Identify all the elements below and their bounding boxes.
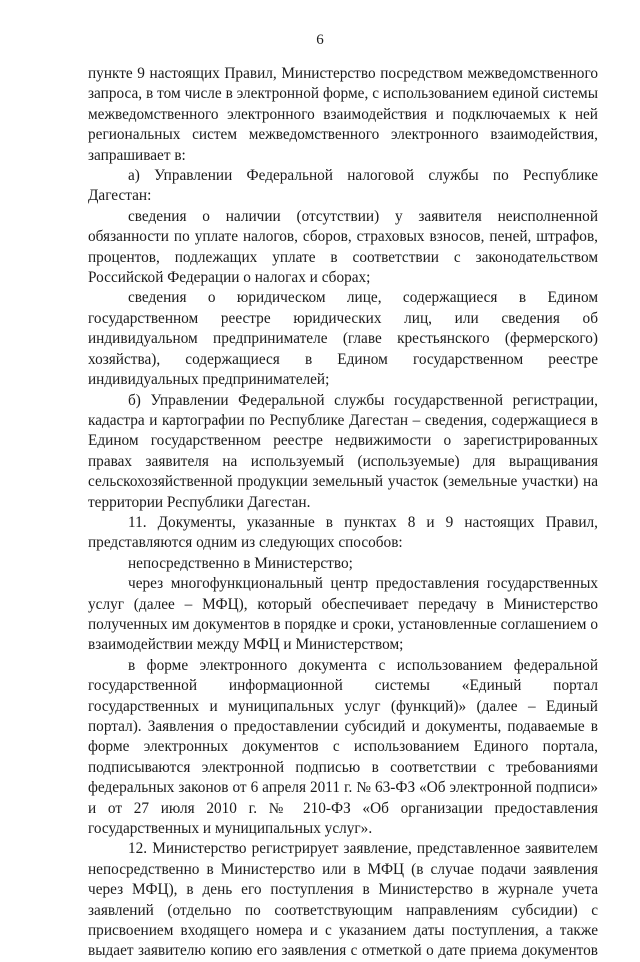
paragraph-mfc-submission: через многофункциональный центр предоставления государственных услуг (далее – МФЦ), который обеспечивает передачу в Министерство полученных им документов в порядке и сроки, установленные соглашением о взаимодействии между МФЦ и Министерством; — [88, 575, 598, 654]
paragraph-rosreestr: б) Управлении Федеральной службы государственной регистрации, кадастра и картографии по Республике Дагестан – сведения, содержащиеся в Едином государственном реестре недвижимости о зарегистрированных правах заявителя на используемый (используемые) для выращивания сельскохозяйственной продукции земельный участок (земельные участки) на территории Республики Дагестан. — [88, 391, 598, 511]
paragraph-item-11: 11. Документы, указанные в пунктах 8 и 9 настоящих Правил, представляются одним из следующих способов: — [88, 513, 598, 552]
paragraph-item-12: 12. Министерство регистрирует заявление, представленное заявителем непосредственно в Министерство или в МФЦ (в случае подачи заявления через МФЦ), в день его поступления в Министерство в журнале учета заявлений (отдельно по соответствующим направлениям субсидии) с присвоением входящего номера и с указанием даты поступления, а также выдает заявителю копию его заявления с отметкой о дате приема документов — [88, 840, 598, 960]
paragraph-tax-service: а) Управлении Федеральной налоговой службы по Республике Дагестан: — [88, 167, 598, 205]
paragraph-request-intro: пункте 9 настоящих Правил, Министерство посредством межведомственного запроса, в том числе в электронной форме, с использованием единой системы межведомственного электронного взаимодействия и подключаемых к ней региональных систем межведомственного электронного взаимодействия, запрашивает в: — [88, 65, 598, 164]
page-number: 6 — [316, 32, 324, 48]
paragraph-electronic-submission: в форме электронного документа с использованием федеральной государственной информационной системы «Единый портал государственных и муниципальных услуг (функций)» (далее – Единый портал). Заявления о предоставлении субсидий и документы, подаваемые в форме электронных документов с использованием Единого портала, подписываются электронной подписью в соответствии с требованиями федеральных законов от 6 апреля 2011 г. № 63-ФЗ «Об электронной подписи» и от 27 июля 2010 г. № 210-ФЗ «Об организации предоставления государственных и муниципальных услуг». — [88, 656, 598, 838]
paragraph-direct-submission: непосредственно в Министерство; — [128, 554, 353, 572]
paragraph-tax-obligations: сведения о наличии (отсутствии) у заявителя неисполненной обязанности по уплате налогов, сборов, страховых взносов, пеней, штрафов, процентов, подлежащих уплате в соответствии с законодательством Российской Федерации о налогах и сборах; — [88, 207, 598, 287]
paragraph-registry-info: сведения о юридическом лице, содержащиеся в Едином государственном реестре юридических лиц, или сведения об индивидуальном предпринимателе (главе крестьянского (фермерского) хозяйства), содержащиеся в Едином государственном реестре индивидуальных предпринимателей; — [88, 289, 598, 389]
document-body — [88, 64, 598, 962]
